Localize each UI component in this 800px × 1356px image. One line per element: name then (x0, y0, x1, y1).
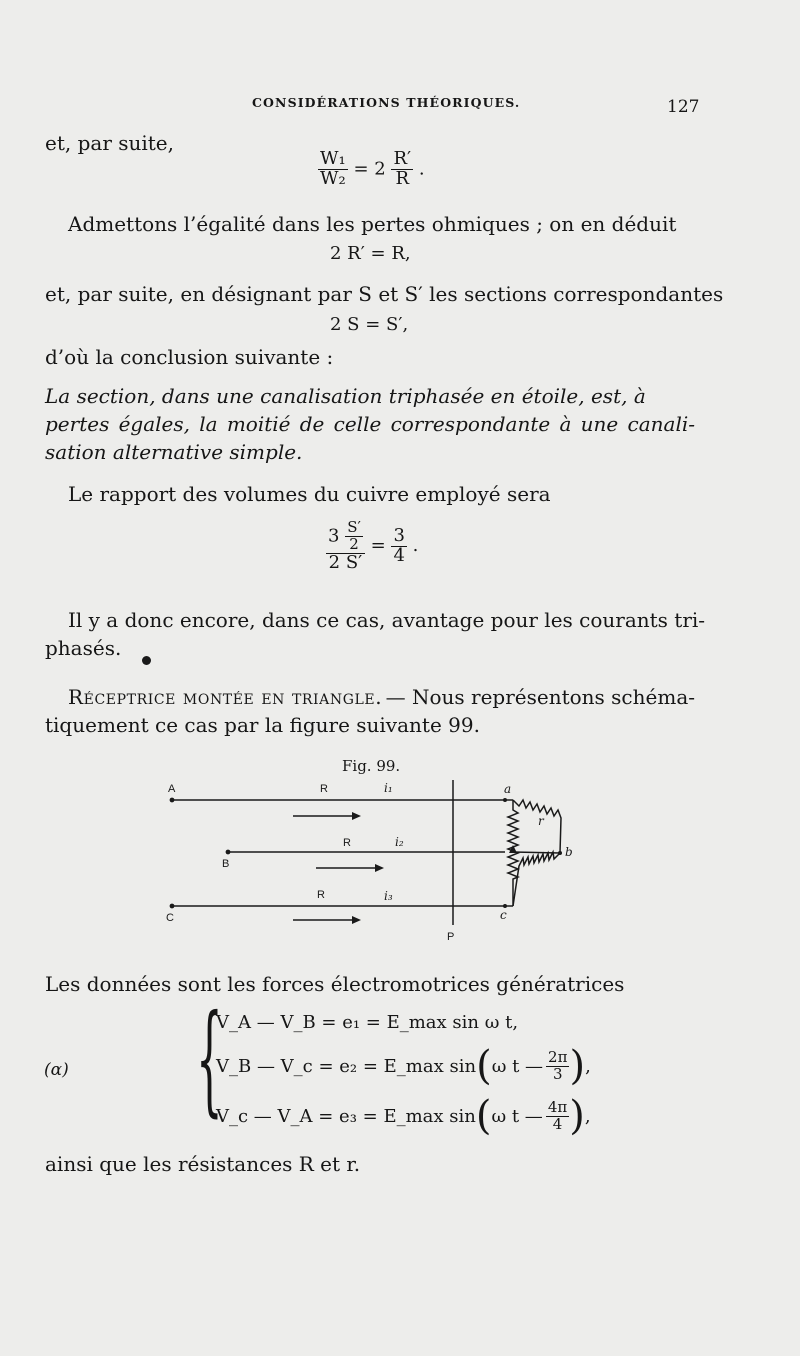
label-b-vertex: b (565, 845, 573, 859)
circuit-diagram (150, 775, 590, 950)
label-r2: R (343, 837, 351, 849)
theorem-line-3: sation alternative simple. (45, 440, 303, 464)
section-text-2: tiquement ce cas par la figure suivante 99. (45, 713, 480, 737)
eq2-numerator: 2π (548, 1048, 568, 1066)
fraction-w (318, 150, 348, 189)
equation-2: 2 R′ = R, (330, 243, 411, 264)
system-equation-2 (216, 1043, 591, 1090)
open-paren: ( (475, 1093, 492, 1140)
eq3-fraction (546, 1100, 569, 1133)
resistor-ab (513, 800, 561, 853)
page-number: 127 (667, 97, 700, 117)
period: . (418, 158, 425, 180)
equation-4 (326, 520, 418, 572)
close-paren: ) (569, 1093, 585, 1140)
fraction-denominator: W₂ (320, 167, 346, 189)
period: . (412, 535, 419, 557)
eq2-left: V_B — V_c = e₂ = E_max sin (216, 1055, 477, 1077)
equation-3: 2 S = S′, (330, 314, 409, 335)
fraction-numerator: R′ (393, 148, 412, 169)
section-heading-line (68, 684, 695, 710)
label-i3: i₃ (384, 889, 393, 903)
label-p: P (447, 931, 455, 943)
label-c-node: C (166, 912, 174, 924)
eq2-fraction (546, 1050, 569, 1083)
theorem-line-1: La section, dans une canalisation triphasée en étoile, est, à (45, 384, 646, 408)
theorem-line-2: pertes égales, la moitié de celle correspondante à une canali- (45, 412, 695, 436)
eq3-left: V_c — V_A = e₃ = E_max sin (216, 1105, 476, 1127)
comma: , (584, 1105, 591, 1127)
eq3-numerator: 4π (547, 1098, 568, 1116)
fraction-numerator: W₁ (320, 148, 346, 169)
label-r3: R (317, 889, 325, 901)
system-brace: { (196, 990, 223, 1129)
resistor-bc (513, 852, 560, 906)
paragraph-8: ainsi que les résistances R et r. (45, 1152, 361, 1176)
close-paren: ) (569, 1043, 586, 1090)
section-heading: Réceptrice montée en triangle. (68, 685, 383, 709)
paragraph-3: et, par suite, en désignant par S et S′ les sections correspondantes (45, 282, 724, 306)
system-equation-3 (216, 1093, 591, 1140)
figure-caption: Fig. 99. (342, 757, 401, 775)
result-numerator: 3 (393, 524, 405, 546)
compound-denominator: 2 S′ (328, 551, 363, 573)
fraction-r (391, 150, 413, 189)
eq3-denominator: 4 (552, 1114, 563, 1133)
result-denominator: 4 (393, 544, 405, 566)
label-a-vertex: a (504, 782, 512, 796)
label-r-small: r (538, 814, 544, 828)
paragraph-4: d’où la conclusion suivante : (45, 345, 334, 369)
label-r1: R (320, 783, 328, 795)
equals-two: = 2 (353, 158, 386, 180)
open-paren: ( (476, 1043, 492, 1090)
running-header: CONSIDÉRATIONS THÉORIQUES. (252, 95, 521, 110)
equals: = (370, 535, 386, 557)
label-a-node: A (168, 783, 176, 795)
label-c-vertex: c (500, 908, 507, 922)
eq3-arg: ω t — (491, 1105, 543, 1127)
system-equation-1: V_A — V_B = e₁ = E_max sin ω t, (216, 1012, 519, 1033)
section-text-1: — Nous représentons schéma- (385, 685, 695, 709)
paragraph-5: Le rapport des volumes du cuivre employé sera (68, 482, 551, 506)
coefficient: 3 (328, 525, 340, 547)
result-fraction (391, 524, 406, 566)
ink-dot (142, 656, 151, 665)
comma: , (585, 1055, 591, 1077)
inner-numerator: S′ (347, 518, 361, 536)
paragraph-6-line-2: phasés. (45, 636, 122, 660)
label-b-node: B (222, 858, 230, 870)
eq2-arg: ω t — (491, 1055, 544, 1077)
inner-denominator: 2 (349, 534, 359, 553)
fraction-denominator: R (395, 167, 410, 189)
eq2-denominator: 3 (552, 1064, 563, 1083)
paragraph-6-line-1: Il y a donc encore, dans ce cas, avantage pour les courants tri- (68, 608, 706, 632)
compound-numerator (326, 520, 365, 554)
inner-fraction (345, 520, 363, 553)
compound-fraction (326, 520, 365, 572)
label-i1: i₁ (384, 781, 393, 795)
paragraph-7: Les données sont les forces électromotrices génératrices (45, 972, 625, 996)
system-label: (α) (44, 1060, 69, 1080)
paragraph-1: et, par suite, (45, 131, 175, 155)
equation-1 (318, 150, 425, 189)
paragraph-2: Admettons l’égalité dans les pertes ohmiques ; on en déduit (68, 212, 677, 236)
label-i2: i₂ (395, 835, 404, 849)
